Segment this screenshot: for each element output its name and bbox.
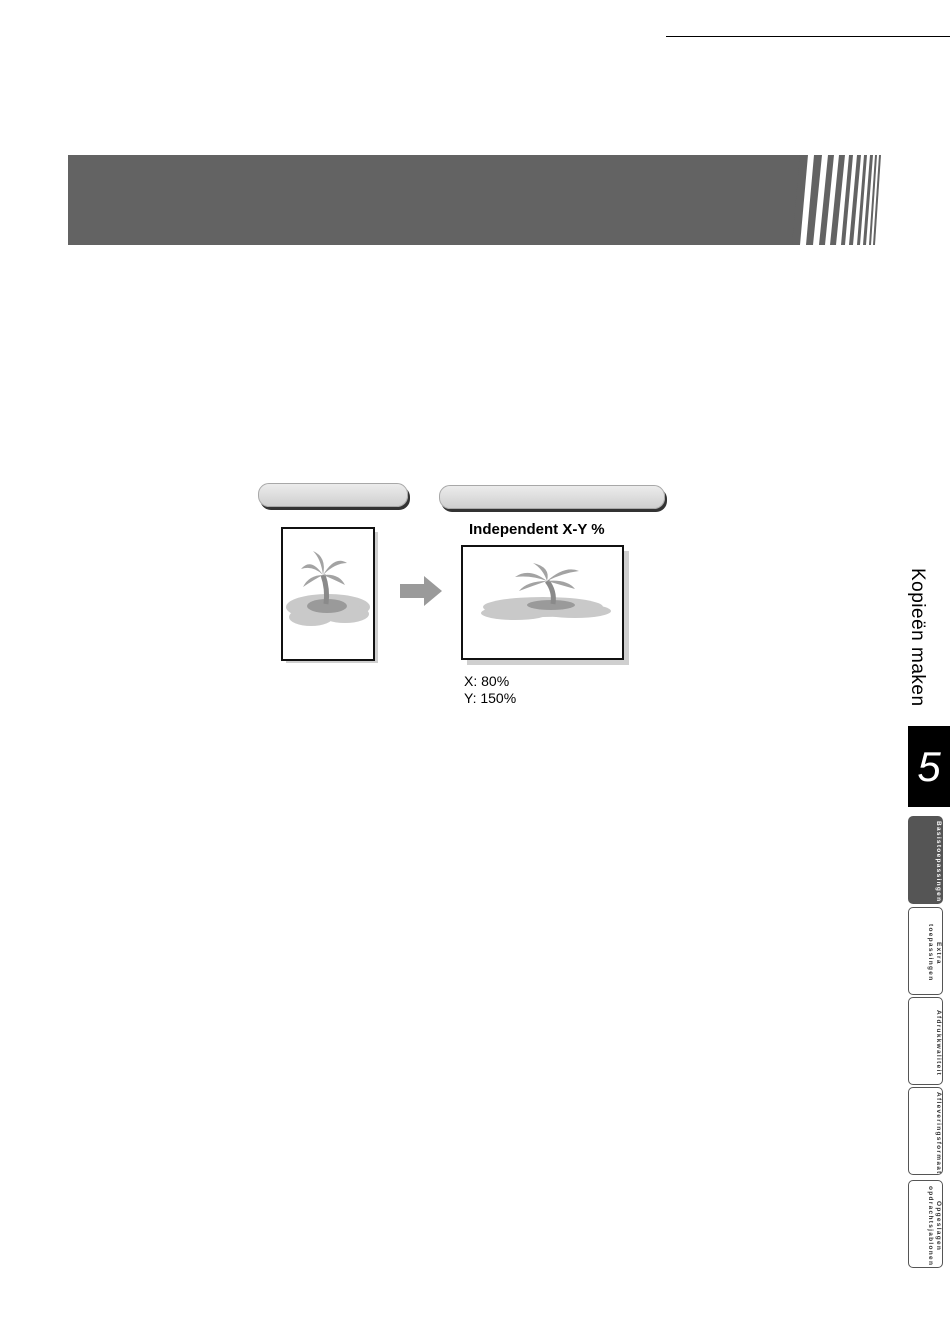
tab-afleveringsformaat[interactable]	[908, 1087, 943, 1175]
x-scale-value: X: 80%	[464, 673, 510, 689]
tab-basistoepassingen[interactable]	[908, 816, 943, 904]
chapter-title: Kopieën maken	[907, 568, 928, 707]
copy-document	[461, 545, 624, 660]
result-title: Independent X-Y %	[469, 521, 605, 538]
tab-opgeslagen-opdrachtsjablonen[interactable]	[908, 1180, 943, 1268]
original-document	[281, 527, 375, 661]
palm-island-image-scaled	[463, 547, 622, 658]
header-rule	[666, 36, 950, 37]
tab-label: Extra toepassingen	[927, 924, 942, 982]
y-scale-value: Y: 150%	[464, 690, 517, 706]
copy-label-pill	[439, 485, 665, 509]
chapter-number-badge	[908, 726, 950, 807]
tab-afdrukkwaliteit[interactable]	[908, 997, 943, 1085]
section-banner	[68, 155, 883, 245]
palm-island-image	[283, 529, 373, 659]
tab-label: Basistoepassingen	[935, 821, 942, 903]
tab-label: Afdrukkwaliteit	[935, 1009, 942, 1077]
original-label-pill	[258, 483, 408, 507]
tab-label: Opgeslagen opdrachtsjablonen	[927, 1185, 942, 1267]
tab-extra-toepassingen[interactable]	[908, 907, 943, 995]
tab-label: Afleveringsformaat	[935, 1091, 942, 1175]
arrow-right-icon	[400, 576, 442, 606]
chapter-number: 5	[917, 742, 941, 790]
